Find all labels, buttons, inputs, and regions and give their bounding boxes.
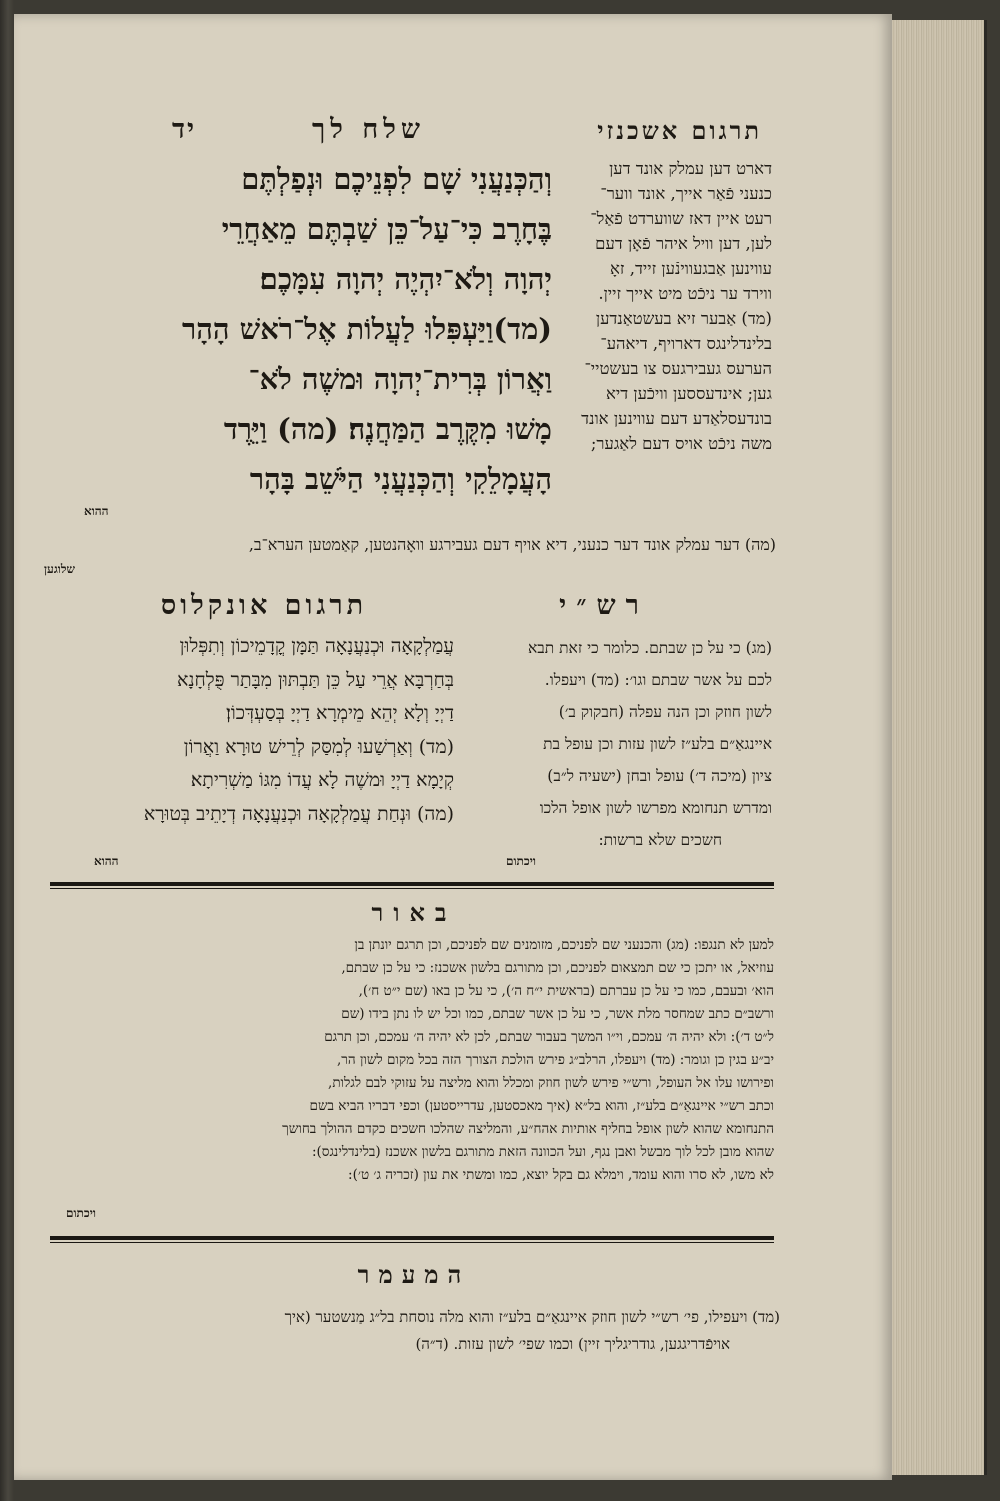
biur-line: שהוא מובן לכל לוך מבשל ואבן נגף, ועל הכוונה הזאת מתורגם בלשון אשכנז (בלינדלינגס):: [311, 1144, 774, 1160]
rashi-line: ומדרש תנחומא מפרשו לשון אופל הלכו: [539, 799, 772, 817]
meamar-line: (מד) ויעפילו, פי׳ רש״י לשון חוזק איינגאַ״ם בלע״ז והוא מלה נוסחת בל״ג מַנשטער (איך: [284, 1308, 780, 1326]
book-page: [14, 14, 892, 1480]
biur-line: ל״ט ד׳): ולא יהיה ה׳ עמכם, וי״ו המשך בעבור שבתם, לכן לא יהיה ה׳ עמכם, וכן תרגם: [324, 1029, 774, 1045]
biur-line: התנחומא שהוא לשון אופל בחליף אותיות אהח״ע, והמליצה שהלכו חשכים כקדם ההולך בחושך: [282, 1121, 774, 1137]
verse-line: בֶּחָרֶב כִּי־עַל־כֵּן שַׁבְתֶּם מֵאַחֲרֵי: [221, 212, 552, 246]
onkelos-line: עֲמַלְקָאָה וּכְנַעֲנָאָה תַּמָּן קֳדָמֵיכוֹן וְתִפְּלוּן: [179, 635, 454, 657]
verse-line: מָשׁוּ מִקֶּרֶב הַמַּחֲנֶה׃ (מה) וַיֵּרֶד: [223, 412, 552, 446]
chapter-number: יד: [172, 114, 197, 145]
onkelos-catchword: ההוא: [94, 854, 119, 868]
running-head-parasha: שלח לך: [312, 114, 426, 145]
yiddish-line: עווינען אַבגעווינֿען זייד, זאָ: [609, 259, 772, 278]
yiddish-translation-column: [514, 156, 772, 456]
yiddish-line: בונדעסלאַדע דעם עווינען אונד: [581, 409, 772, 428]
biur-line: עוזיאל, או יתכן כי שם תמצאום לפניכם, וכן מתורגם בלשון אשכנז: כי על כן שבתם,: [341, 960, 774, 976]
yiddish-line: דארט דען עמלק אונד דען: [609, 159, 772, 178]
onkelos-line: בְּחַרְבָּא אֲרֵי עַל כֵּן תַּבְתּוּן מִבָּתַר פֻּלְחָנָא: [176, 668, 454, 691]
yiddish-line: (מד) אַבער זיא בעשטאַנדען: [595, 309, 772, 328]
biur-commentary: [44, 934, 774, 1187]
section-divider-bottom: [50, 1236, 774, 1240]
meamar-title: המעמר: [357, 1260, 471, 1289]
onkelos-line: דַיְיָ וְלָא יְהֵא מֵימְרָא דַיְיָ בְּסַעְדְּכוֹן׃: [226, 702, 454, 724]
biur-line: למען לא תנגפו: (מג) והכנעני שם לפניכם, מזומנים שם לפניכם, וכן תרגם יונתן בן: [354, 937, 774, 953]
biur-catchword: ויכתום: [66, 1206, 96, 1220]
biur-title: באור: [371, 898, 457, 927]
section-divider-top: [50, 882, 774, 886]
meamar-commentary: [124, 1304, 780, 1358]
onkelos-title: תרגום אונקלוס: [160, 590, 368, 621]
biur-line: הוא׳ ובעבם, כמו כי על כן עברתם (בראשית י״ח ה׳), כי על כן באו (שם י״ט ח׳),: [358, 983, 774, 999]
yiddish-line: בלינדלינגס דארויף, דיאהע־: [600, 334, 772, 353]
yiddish-line: ווירד ער ניכֿט מיט אייך זיין.: [598, 284, 772, 303]
onkelos-line: (מד) וְאַרְשַׁעוּ לְמִסַּק לְרֵישׁ טוּרָא וַאֲרוֹן: [183, 735, 454, 758]
biur-line: ופירושו עלו אל העופל, ורש״י פירש לשון חוזק ומכלל והוא מליצה על עזוקי לבם לגלות,: [328, 1075, 774, 1091]
rashi-line: חשכים שלא ברשות:: [598, 831, 722, 849]
rashi-line: (מג) כי על כן שבתם. כלומר כי זאת תבא: [527, 639, 772, 657]
yiddish-line: כנעני פֿאַר אייך, אונד ווער־: [600, 184, 772, 203]
onkelos-column: [54, 630, 454, 831]
section-divider-bottom-thin: [50, 1242, 774, 1243]
verse-line: וַאֲרוֹן בְּרִית־יְהוָה וּמשֶׁה לֹא־: [248, 362, 552, 396]
hebrew-verse-block: [72, 154, 552, 504]
rashi-line: לכם על אשר שבתם וגו׳: (מד) ויעפלו.: [544, 671, 772, 689]
page-edges: [892, 20, 987, 1475]
onkelos-line: קְיָמָא דַיְיָ וּמשֶׁה לָא עֲדוֹ מִגּוֹ מַשְׁרִיתָא׃: [190, 769, 454, 791]
verse-line: יְהוָה וְלֹא־יִהְיֶה יְהוָה עִמָּכֶם׃: [259, 262, 552, 296]
verse-line: (מד)וַיַּעְפִּלוּ לַעֲלוֹת אֶל־רֹאשׁ הָהָר: [181, 312, 552, 346]
biur-line: ורשב״ם כתב שמחסר מלת אשר, כי על כן אשר שבתם, כמו וכל יש לו נתן בידו (שם: [341, 1006, 774, 1022]
verse-line: וְהַכְּנַעֲנִי שָׁם לִפְנֵיכֶם וּנְפַלְתֶּם: [241, 162, 552, 196]
section-divider-top-thin: [50, 888, 774, 889]
rashi-line: לשון חוזק וכן הנה עפלה (חבקוק ב׳): [558, 703, 772, 721]
rashi-line: איינגאַ״ם בלע״ז לשון עזות וכן עופל בת: [543, 735, 772, 753]
verse-catchword: ההוא: [84, 504, 109, 518]
yiddish-full-width-line: (מה) דער עמלק אונד דער כנעני, דיא אויף דעם געבירגע וואָהנטען, קאַמטען הערא־ב,: [248, 535, 776, 554]
biur-line: יב״ע בגין כן וגומר: (מד) ויעפלו, הרלב״ג פירש הולכת הצורך הזה בכל מקום לשון הר,: [336, 1052, 774, 1068]
onkelos-line: (מה) וּנְחַת עֲמַלְקָאָה וּכְנַעֲנָאָה דְיָתֵיב בְּטוּרָא: [143, 802, 454, 825]
yiddish-line: הערעס געבירגעס צו בעשטיי־: [584, 359, 772, 378]
yiddish-line: רעט איין דאז שווערדט פֿאַל־: [590, 209, 772, 228]
biur-line: וכתב רש״י איינגאַ״ם בלע״ז, והוא בל״א (איך מאכסטען, עדרייסטען) וכפי דבריו הביא בשם: [309, 1098, 774, 1114]
rashi-title: רש״י: [559, 590, 649, 621]
yiddish-line: משה ניכֿט אויס דעם לאַגער;: [590, 434, 772, 453]
running-head-targum-ashkenazi: תרגום אשכנזי: [597, 116, 762, 145]
rashi-line: ציון (מיכה ד׳) עופל ובחן (ישעיה ל״ב): [547, 767, 772, 785]
yiddish-catchword: שלוגען: [44, 562, 75, 576]
rashi-catchword: ויכתום: [506, 854, 536, 868]
verse-line: הָעֲמָלֵקִי וְהַכְּנַעֲנִי הַיֹּשֵׁב בָּהָר: [249, 462, 552, 496]
biur-line: לא משו, לא סרו והוא עומד, וימלא גם בקל יוצא, כמו ומשתי את עון (זכריה ג׳ ט׳):: [348, 1167, 774, 1183]
meamar-line: אויפֿדריגגען, גודריגליך זיין) וכמו שפי׳ לשון עזות. (ד״ה): [415, 1335, 730, 1353]
yiddish-line: גען; אינדעססען וויכֿען דיא: [605, 384, 772, 403]
yiddish-line: לען, דען וויל איהר פֿאָן דעם: [595, 234, 772, 253]
rashi-column: [464, 632, 772, 856]
